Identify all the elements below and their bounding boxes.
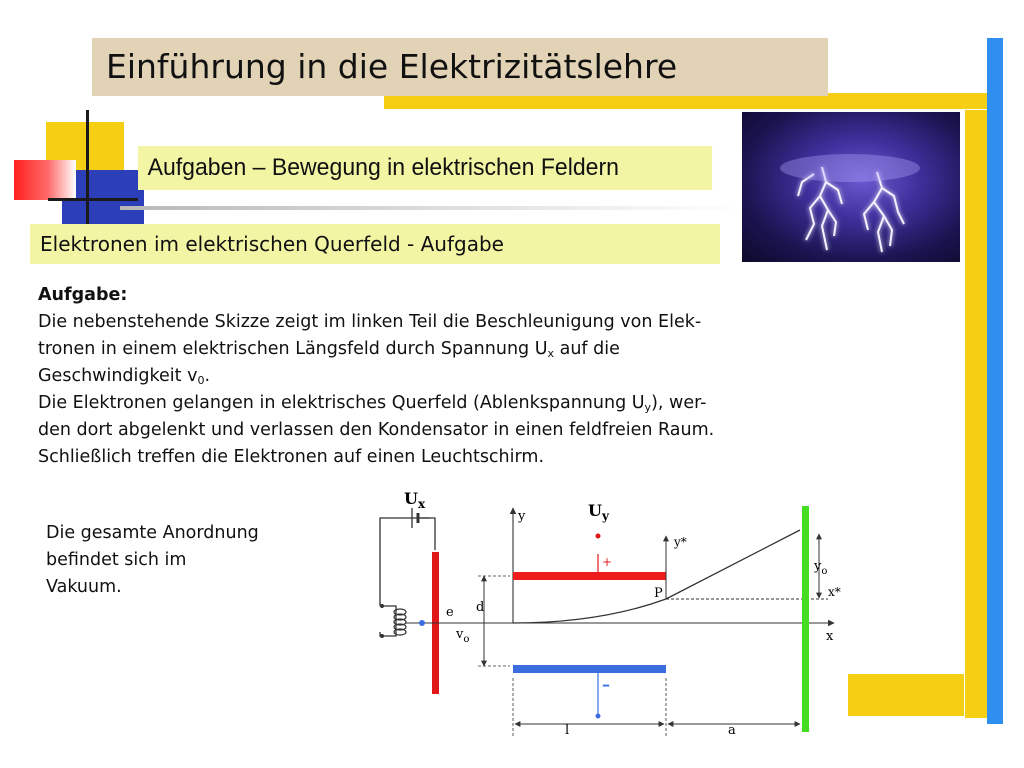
positive-plate <box>513 572 666 580</box>
x-axis-label: x <box>826 629 834 644</box>
task-line-2: tronen in einem elektrischen Längsfeld durch Spannung $U_x$ auf die <box>38 339 620 360</box>
vacuum-note <box>46 520 336 601</box>
task-heading: Aufgabe: <box>38 285 128 305</box>
electron-dot <box>419 620 425 626</box>
deco-horizontal-line <box>48 198 138 201</box>
e-label: e <box>446 605 454 620</box>
task-line-3: Geschwindigkeit $v_0$. <box>38 366 211 387</box>
bottom-yellow-rect <box>848 674 964 716</box>
section-heading: Elektronen im elektrischen Querfeld - Aufgabe <box>30 224 720 264</box>
y0-label: $y_o$ <box>814 559 828 577</box>
vacuum-line-3: Vakuum. <box>46 577 122 597</box>
slide-subtitle: Aufgaben – Bewegung in elektrischen Feldern <box>138 146 712 190</box>
deco-red-gradient <box>14 160 76 200</box>
fluorescent-screen <box>802 506 809 732</box>
uy-label: $U_y$ <box>588 501 609 523</box>
task-line-5: den dort abgelenkt und verlassen den Kondensator in einen feldfreien Raum. <box>38 420 715 440</box>
cloud-glow <box>780 154 920 182</box>
p-label: P <box>654 586 663 601</box>
deco-fade-line <box>120 206 740 210</box>
deflection-diagram <box>360 486 860 746</box>
slide-title: Einführung in die Elektrizitätslehre <box>92 38 828 96</box>
negative-plate <box>513 665 666 673</box>
task-line-4: Die Elektronen gelangen in elektrisches Querfeld (Ablenkspannung $U_y$), wer- <box>38 393 707 414</box>
d-label: d <box>476 600 485 615</box>
minus-sign: – <box>602 675 610 694</box>
vacuum-line-1: Die gesamte Anordnung <box>46 523 259 543</box>
uy-terminal-top <box>596 534 601 539</box>
task-line-6: Schließlich treffen die Elektronen auf einen Leuchtschirm. <box>38 447 545 467</box>
y-axis-label: y <box>518 509 526 524</box>
a-label: a <box>728 723 736 738</box>
l-label: l <box>565 723 570 738</box>
right-blue-bar <box>987 38 1003 724</box>
uy-terminal-bottom <box>596 714 601 719</box>
task-line-1: Die nebenstehende Skizze zeigt im linken Teil die Beschleunigung von Elek- <box>38 312 702 332</box>
task-text <box>38 282 938 471</box>
deco-vertical-line <box>86 110 89 226</box>
y-star-label: y* <box>674 535 687 549</box>
plus-sign: + <box>602 555 613 569</box>
vacuum-line-2: befindet sich im <box>46 550 187 570</box>
acceleration-circuit <box>380 508 435 636</box>
lightning-bolts <box>742 112 960 262</box>
ux-label: $U_x$ <box>404 489 426 511</box>
x-star-label: x* <box>828 585 841 599</box>
v0-label: $v_o$ <box>456 627 470 645</box>
right-yellow-bar <box>965 110 987 718</box>
lightning-image <box>742 112 960 262</box>
